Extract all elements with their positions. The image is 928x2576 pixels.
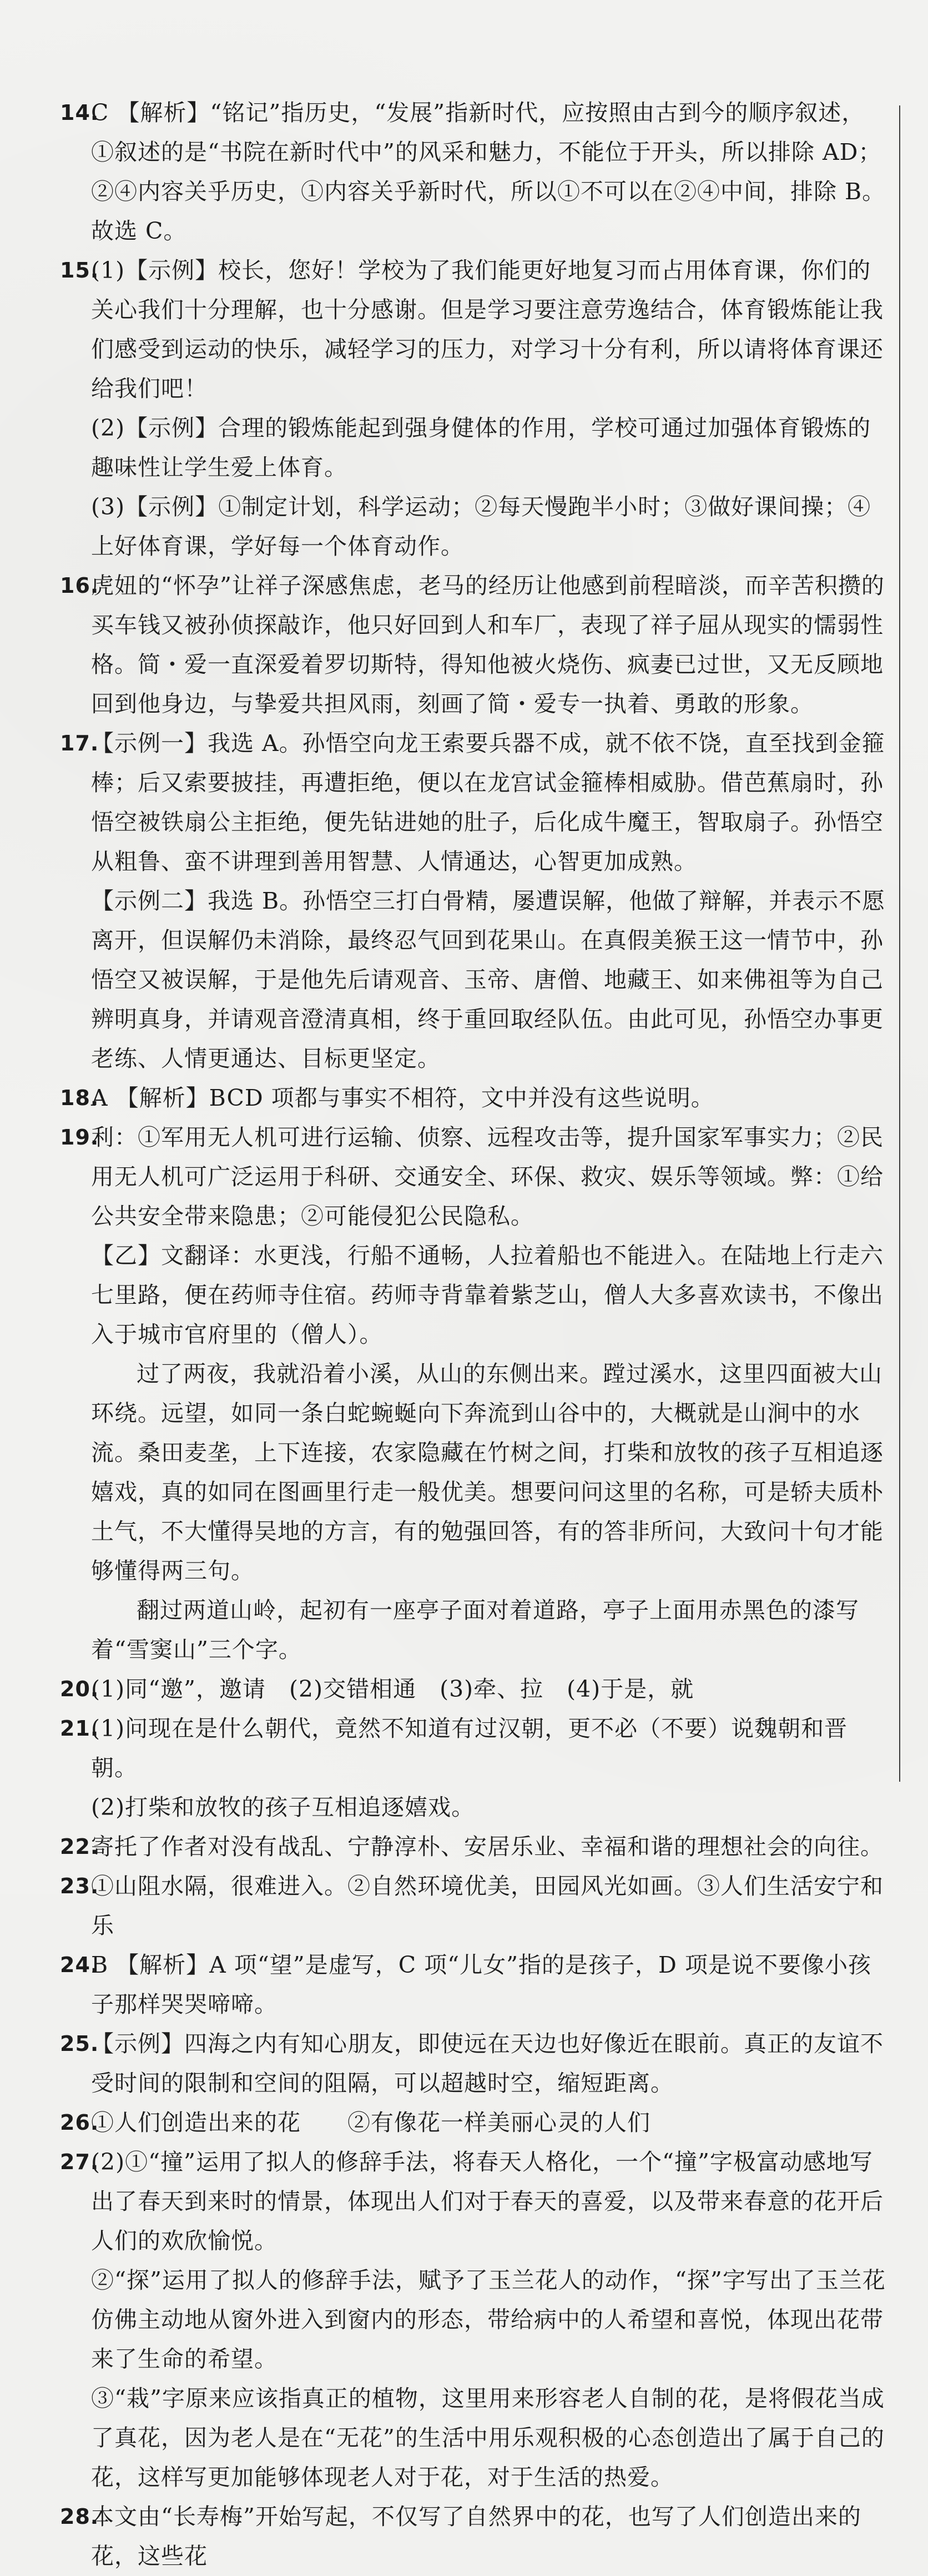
answer-part-2: (2)打柴和放牧的孩子互相追逐嬉戏。: [91, 1794, 475, 1821]
item-number: 21.: [60, 1716, 99, 1741]
answer-item-24: [60, 1945, 887, 2024]
example-two: 【示例二】我选 B。孙悟空三打白骨精，屡遭误解，他做了辩解，并表示不愿离开，但误解仍未消除，最终忍气回到花果山。在真假美猴王这一情节中，孙悟空又被误解，于是他先后请观音、玉帝、唐僧、地藏王、如来佛祖等为自己辨明真身，并请观音澄清真相，终于重回取经队伍。由此可见，孙悟空办事更老练、人情更通达、目标更坚定。: [91, 888, 886, 1072]
translation-paragraph: 过了两夜，我就沿着小溪，从山的东侧出来。蹚过溪水，这里四面被大山环绕。远望，如同一条白蛇蜿蜒向下奔流到山谷中的，大概就是山涧中的水流。桑田麦垄，上下连接，农家隐藏在竹树之间，打柴和放牧的孩子互相追逐嬉戏，真的如同在图画里行走一般优美。想要问问这里的名称，可是轿夫质朴土气，不大懂得吴地的方言，有的勉强回答，有的答非所问，大致问十句才能够懂得两三句。: [91, 1360, 884, 1584]
answer-part-3: ③“栽”字原来应该指真正的植物，这里用来形容老人自制的花，是将假花当成了真花，因为老人是在“无花”的生活中用乐观积极的心态创造出了属于自己的花，这样写更加能够体现老人对于花，对于生活的热爱。: [91, 2385, 885, 2491]
answer-text: ①人们创造出来的花 ②有像花一样美丽心灵的人们: [91, 2109, 650, 2136]
item-number: 17.: [60, 731, 99, 755]
item-number: 24.: [60, 1953, 99, 1977]
answer-text: ①山阻水隔，很难进入。②自然环境优美，田园风光如画。③人们生活安宁和乐: [91, 1873, 884, 1939]
answer-part-3: (3)【示例】①制定计划，科学运动；②每天慢跑半小时；③做好课间操；④上好体育课，学好每一个体育动作。: [91, 493, 871, 559]
answer-item-16: [60, 566, 887, 724]
answer-part-1: (1)问现在是什么朝代，竟然不知道有过汉朝，更不必（不要）说魏朝和晋朝。: [91, 1715, 848, 1781]
answer-text: 虎妞的“怀孕”让祥子深感焦虑，老马的经历让他感到前程暗淡，而辛苦积攒的买车钱又被孙侦探敲诈，他只好回到人和车厂，表现了祥子屈从现实的懦弱性格。简・爱一直深爱着罗切斯特，得知他被火烧伤、疯妻已过世，又无反顾地回到他身边，与挚爱共担风雨，刻画了简・爱专一执着、勇敢的形象。: [91, 572, 885, 717]
answer-part-1: (2)①“撞”运用了拟人的修辞手法，将春天人格化，一个“撞”字极富动感地写出了春天到来时的情景，体现出人们对于春天的喜爱，以及带来春意的花开后人们的欢欣愉悦。: [91, 2149, 884, 2254]
answer-text: B 【解析】A 项“望”是虚写，C 项“儿女”指的是孩子，D 项是说不要像小孩子那样哭哭啼啼。: [91, 1952, 871, 2018]
answer-text: C 【解析】“铭记”指历史，“发展”指新时代，应按照由古到今的顺序叙述，①叙述的是“书院在新时代中”的风采和魅力，不能位于开头，所以排除 AD；②④内容关乎历史，①内容关乎新时代，所以①不可以在②④中间，排除 B。故选 C。: [91, 99, 886, 244]
answer-part-1: (1)【示例】校长，您好！学校为了我们能更好地复习而占用体育课，你们的关心我们十分理解，也十分感谢。但是学习要注意劳逸结合，体育锻炼能让我们感受到运动的快乐，减轻学习的压力，对学习十分有利，所以请将体育课还给我们吧！: [91, 257, 884, 402]
answer-part-1: 利：①军用无人机可进行运输、侦察、远程攻击等，提升国家军事实力；②民用无人机可广泛运用于科研、交通安全、环保、救灾、娱乐等领域。弊：①给公共安全带来隐患；②可能侵犯公民隐私。: [91, 1124, 884, 1229]
answer-text: A 【解析】BCD 项都与事实不相符，文中并没有这些说明。: [91, 1085, 714, 1111]
answer-text: 【示例】四海之内有知心朋友，即使远在天边也好像近在眼前。真正的友谊不受时间的限制和空间的阻隔，可以超越时空，缩短距离。: [91, 2030, 884, 2096]
translation-text: 【乙】文翻译：水更浅，行船不通畅，人拉着船也不能进入。在陆地上行走六七里路，便在药师寺住宿。药师寺背靠着紫芝山，僧人大多喜欢读书，不像出入于城市官府里的（僧人）。: [91, 1242, 884, 1348]
answer-part-2: ②“探”运用了拟人的修辞手法，赋予了玉兰花人的动作，“探”字写出了玉兰花仿佛主动地从窗外进入到窗内的形态，带给病中的人希望和喜悦，体现出花带来了生命的希望。: [91, 2267, 886, 2372]
answer-item-23: [60, 1867, 887, 1945]
answer-item-14: [60, 93, 887, 251]
answer-item-15: [60, 251, 887, 566]
answer-text: 本文由“长寿梅”开始写起，不仅写了自然界中的花，也写了人们创造出来的花，这些花: [91, 2503, 861, 2569]
answer-item-21: [60, 1709, 887, 1827]
answer-part-2: (2)【示例】合理的锻炼能起到强身健体的作用，学校可通过加强体育锻炼的趣味性让学生爱上体育。: [91, 415, 871, 481]
item-number: 22.: [60, 1834, 99, 1859]
answer-text: (1)同“邀”，邀请 (2)交错相通 (3)牵、拉 (4)于是，就: [91, 1676, 694, 1702]
item-number: 19.: [60, 1125, 99, 1150]
answer-item-20: [60, 1670, 887, 1709]
answer-text: 寄托了作者对没有战乱、宁静淳朴、安居乐业、幸福和谐的理想社会的向往。: [91, 1833, 884, 1860]
answer-item-19: [60, 1118, 887, 1670]
answer-item-26: [60, 2103, 887, 2143]
item-number: 28.: [60, 2504, 99, 2529]
example-one: 【示例一】我选 A。孙悟空向龙王索要兵器不成，就不依不饶，直至找到金箍棒；后又索要披挂，再遭拒绝，便以在龙宫试金箍棒相威胁。借芭蕉扇时，孙悟空被铁扇公主拒绝，便先钻进她的肚子，后化成牛魔王，智取扇子。孙悟空从粗鲁、蛮不讲理到善用智慧、人情通达，心智更加成熟。: [91, 730, 885, 875]
answer-item-28: [60, 2497, 887, 2576]
item-number: 20.: [60, 1677, 99, 1701]
answer-item-18: [60, 1078, 887, 1118]
item-number: 27.: [60, 2150, 99, 2174]
answer-item-27: [60, 2143, 887, 2497]
item-number: 16.: [60, 573, 99, 598]
item-number: 14.: [60, 100, 99, 125]
item-number: 23.: [60, 1874, 99, 1898]
item-number: 18.: [60, 1086, 99, 1110]
item-number: 25.: [60, 2031, 99, 2056]
answer-list: [60, 93, 887, 2576]
margin-rule: [899, 105, 900, 1782]
translation-paragraph: 翻过两道山岭，起初有一座亭子面对着道路，亭子上面用赤黑色的漆写着“雪窦山”三个字。: [91, 1597, 859, 1663]
answer-item-25: [60, 2024, 887, 2103]
item-number: 15.: [60, 258, 99, 283]
answer-item-22: [60, 1827, 887, 1867]
answer-item-17: [60, 724, 887, 1078]
item-number: 26.: [60, 2110, 99, 2135]
